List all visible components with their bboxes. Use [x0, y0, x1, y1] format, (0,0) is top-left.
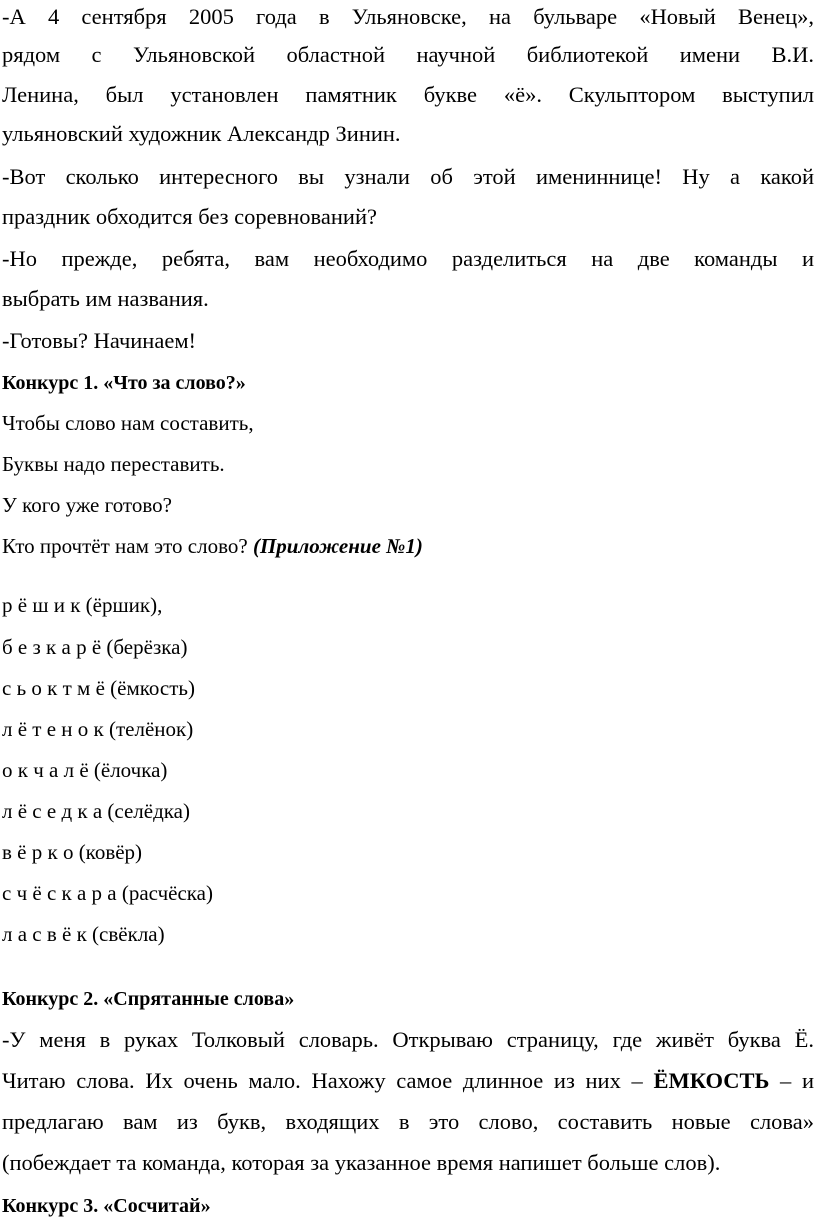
contest-2-heading: Конкурс 2. «Спрятанные слова» [2, 988, 295, 1010]
contest-2-line-2-text: Читаю слова. Их очень мало. Нахожу самое длинное из них – [2, 1068, 654, 1093]
appendix-reference: (Приложение №1) [252, 534, 423, 558]
contest-2-line-3: предлагаю вам из букв, входящих в это слово, составить новые слова» [2, 1109, 814, 1134]
contest-1-poem-line: Чтобы слово нам составить, [2, 411, 254, 435]
contest-2-line-1: -У меня в руках Толковый словарь. Открываю страницу, где живёт буква Ё. [2, 1027, 814, 1052]
contest-1-poem-text: Кто прочтёт нам это слово? [2, 534, 253, 558]
intro-paragraph-2-line-2: праздник обходится без соревнований? [2, 204, 377, 229]
intro-paragraph-1-line-3: Ленина, был установлен памятник букве «ё». Скульптором выступил [2, 82, 814, 107]
contest-3-heading: Конкурс 3. «Сосчитай» [2, 1195, 211, 1217]
anagram-item: в ё р к о (ковёр) [2, 840, 143, 864]
intro-paragraph-4: -Готовы? Начинаем! [2, 328, 197, 353]
intro-paragraph-3-line-2: выбрать им названия. [2, 286, 209, 311]
contest-1-poem-line: У кого уже готово? [2, 493, 172, 517]
anagram-item: л ё т е н о к (телёнок) [2, 717, 194, 741]
anagram-item: б е з к а р ё (берёзка) [2, 635, 188, 659]
anagram-item: с ь о к т м ё (ёмкость) [2, 676, 195, 700]
intro-paragraph-1-line-4: ульяновский художник Александр Зинин. [2, 121, 401, 146]
anagram-item: л ё с е д к а (селёдка) [2, 799, 190, 823]
anagram-item: о к ч а л ё (ёлочка) [2, 758, 168, 782]
highlighted-word: ЁМКОСТЬ [653, 1068, 770, 1093]
contest-1-poem-last-line [2, 531, 423, 561]
contest-1-heading: Конкурс 1. «Что за слово?» [2, 372, 246, 394]
anagram-item: р ё ш и к (ёршик), [2, 593, 163, 617]
contest-2-line-2-end: – и [769, 1068, 814, 1093]
intro-paragraph-1-line-1: -А 4 сентября 2005 года в Ульяновске, на бульваре «Новый Венец», [2, 4, 814, 29]
contest-2-line-2 [2, 1066, 814, 1096]
anagram-item: с ч ё с к а р а (расчёска) [2, 881, 213, 905]
contest-2-line-4: (побеждает та команда, которая за указанное время напишет больше слов). [2, 1150, 721, 1175]
contest-1-poem-line: Буквы надо переставить. [2, 452, 225, 476]
anagram-item: л а с в ё к (свёкла) [2, 922, 165, 946]
intro-paragraph-1-line-2: рядом с Ульяновской областной научной библиотекой имени В.И. [2, 42, 814, 67]
intro-paragraph-3-line-1: -Но прежде, ребята, вам необходимо разделиться на две команды и [2, 246, 814, 271]
intro-paragraph-2-line-1: -Вот сколько интересного вы узнали об этой имениннице! Ну а какой [2, 164, 814, 189]
